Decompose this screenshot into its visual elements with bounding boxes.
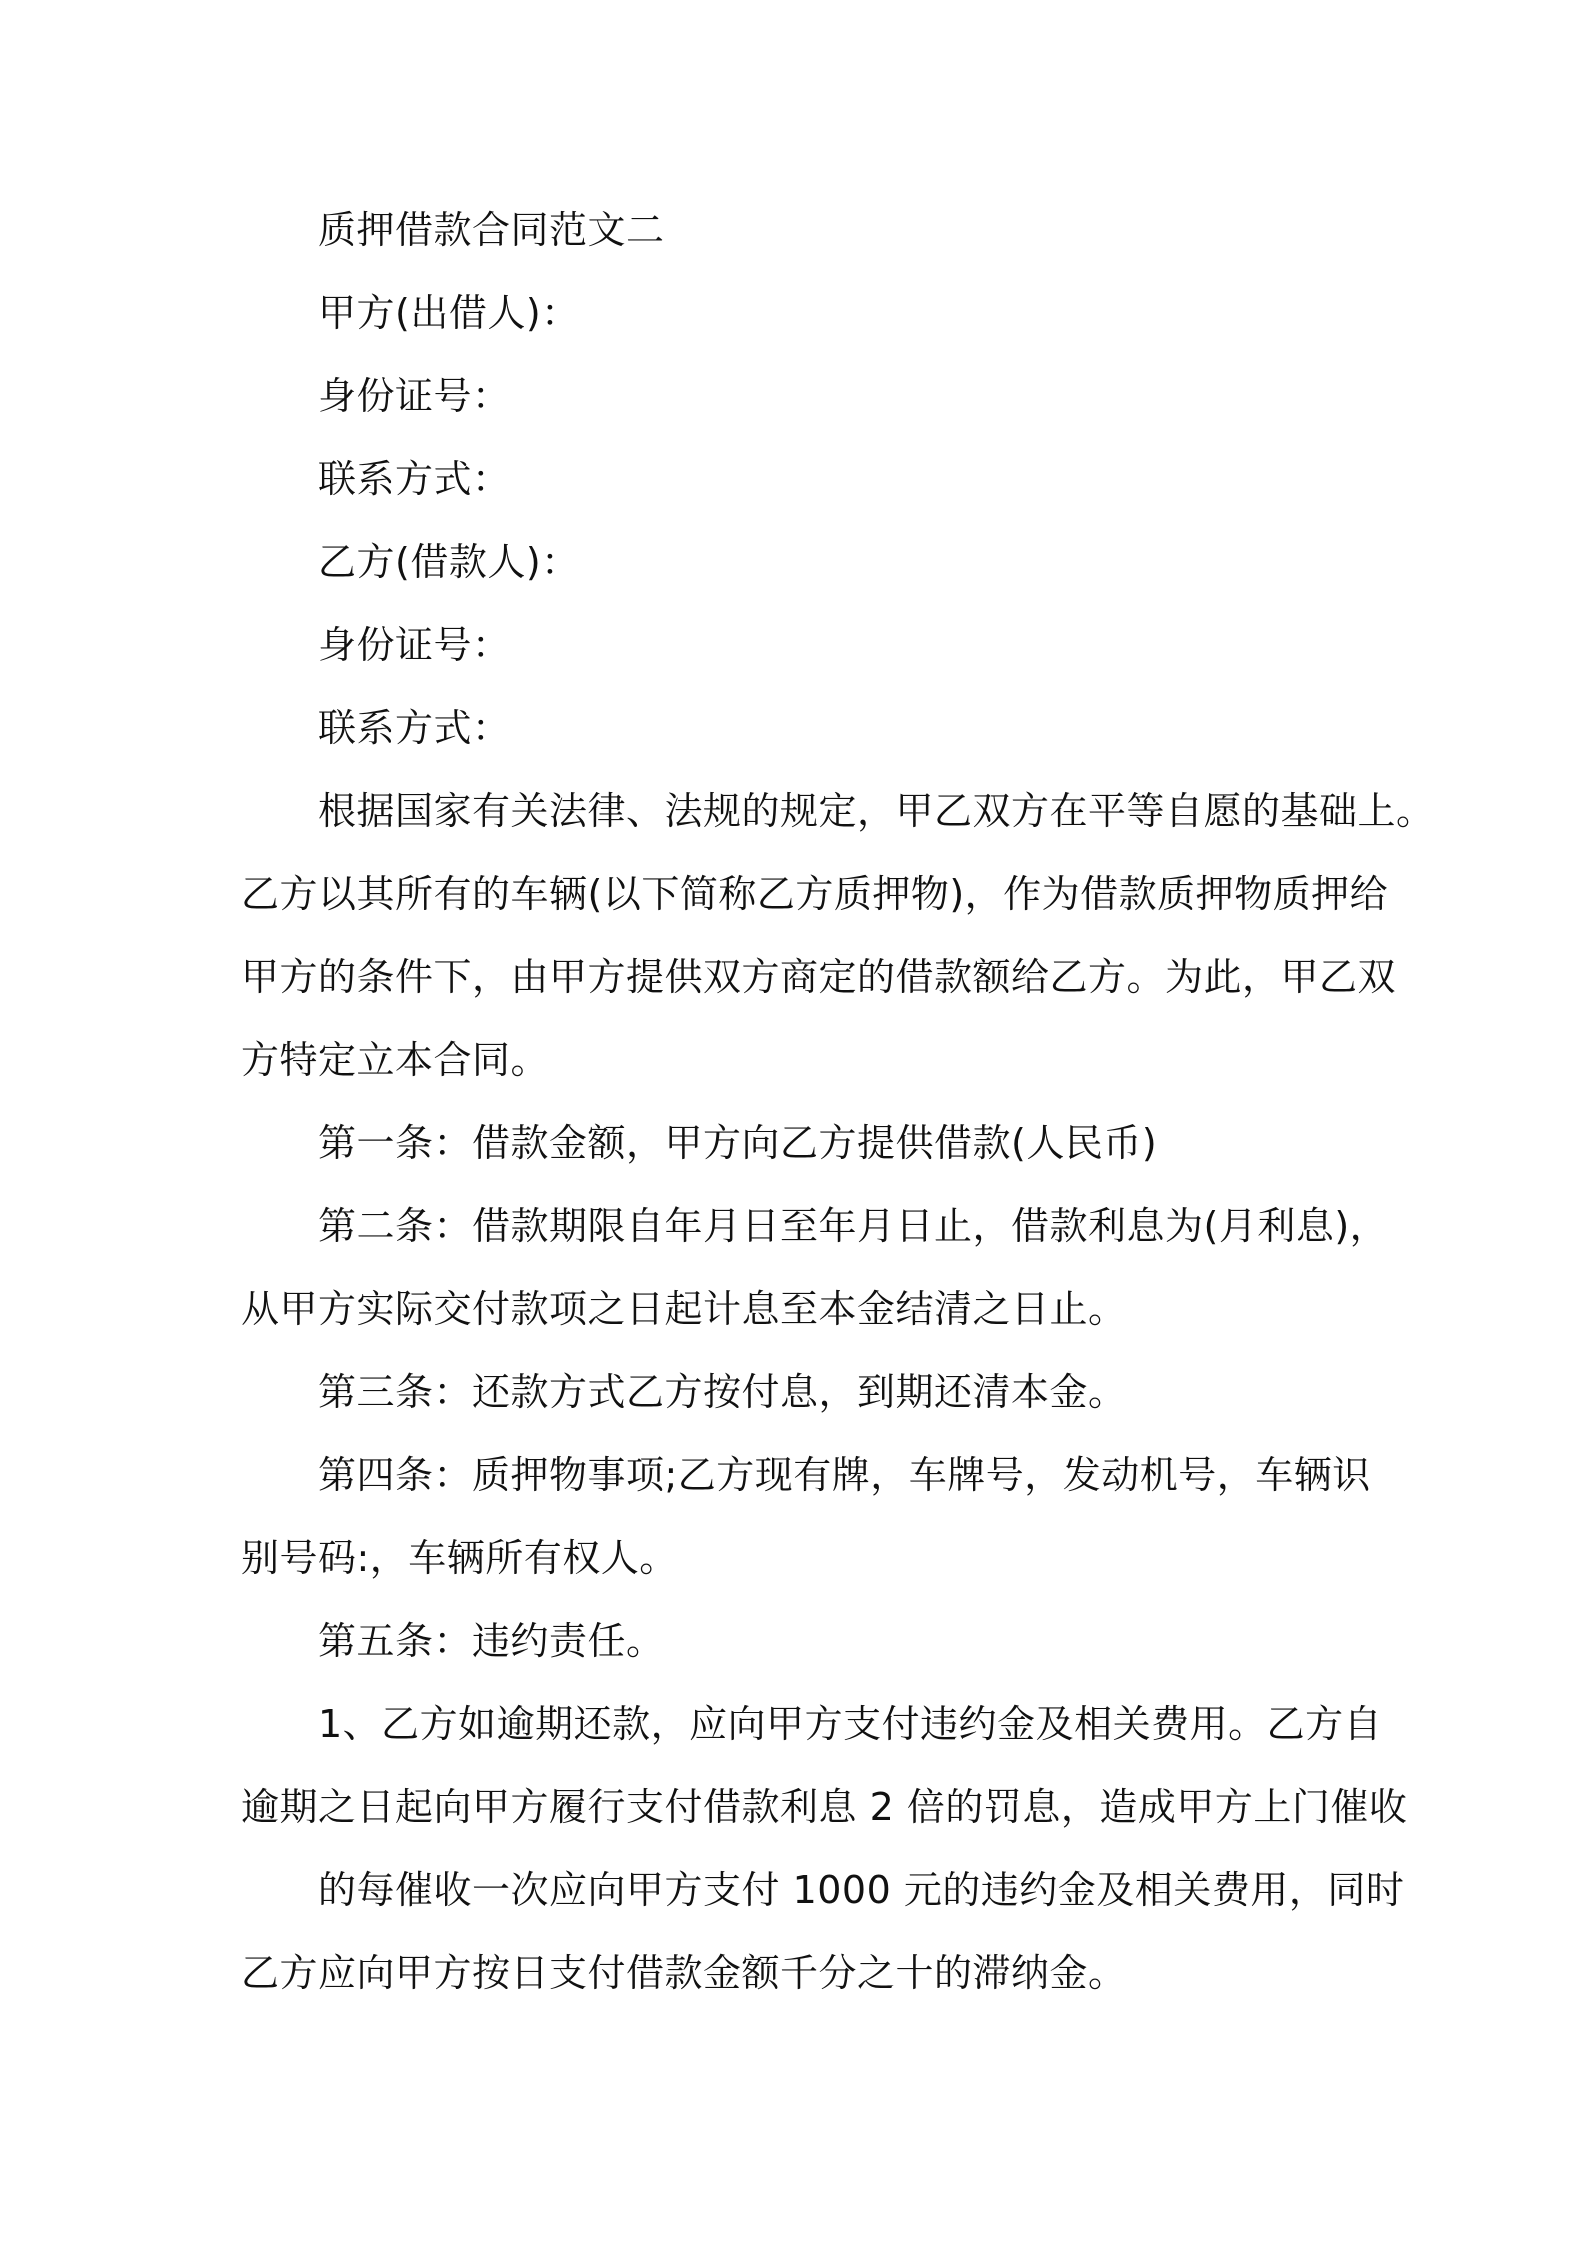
article-4-line: 第四条：质押物事项;乙方现有牌，车牌号，发动机号，车辆识 xyxy=(318,1453,1371,1497)
clause-1-line: 1、乙方如逾期还款，应向甲方支付违约金及相关费用。乙方自 xyxy=(318,1702,1383,1746)
article-3-line: 第三条：还款方式乙方按付息，到期还清本金。 xyxy=(318,1370,1127,1414)
party-a-id-label: 身份证号： xyxy=(318,374,511,418)
article-1-line: 第一条：借款金额，甲方向乙方提供借款(人民币) xyxy=(318,1121,1158,1165)
clause-1-line: 的每催收一次应向甲方支付 1000 元的违约金及相关费用，同时 xyxy=(318,1868,1405,1912)
article-2-line: 第二条：借款期限自年月日至年月日止，借款利息为(月利息)， xyxy=(318,1204,1389,1248)
document-title: 质押借款合同范文二 xyxy=(318,208,665,252)
clause-1-line: 乙方应向甲方按日支付借款金额千分之十的滞纳金。 xyxy=(241,1951,1127,1995)
preamble-line: 乙方以其所有的车辆(以下简称乙方质押物)，作为借款质押物质押给 xyxy=(241,872,1389,916)
clause-1-line: 逾期之日起向甲方履行支付借款利息 2 倍的罚息，造成甲方上门催收 xyxy=(241,1785,1408,1829)
preamble-line: 方特定立本合同。 xyxy=(241,1038,550,1082)
party-b-id-label: 身份证号： xyxy=(318,623,511,667)
party-b-contact-label: 联系方式： xyxy=(318,706,511,750)
article-4-line: 别号码:，车辆所有权人。 xyxy=(241,1536,678,1580)
party-b-label: 乙方(借款人)： xyxy=(318,540,580,584)
article-2-line: 从甲方实际交付款项之日起计息至本金结清之日止。 xyxy=(241,1287,1127,1331)
preamble-line: 甲方的条件下，由甲方提供双方商定的借款额给乙方。为此，甲乙双 xyxy=(241,955,1397,999)
party-a-label: 甲方(出借人)： xyxy=(318,291,580,335)
article-5-line: 第五条：违约责任。 xyxy=(318,1619,665,1663)
preamble-line: 根据国家有关法律、法规的规定，甲乙双方在平等自愿的基础上。 xyxy=(318,789,1435,833)
party-a-contact-label: 联系方式： xyxy=(318,457,511,501)
